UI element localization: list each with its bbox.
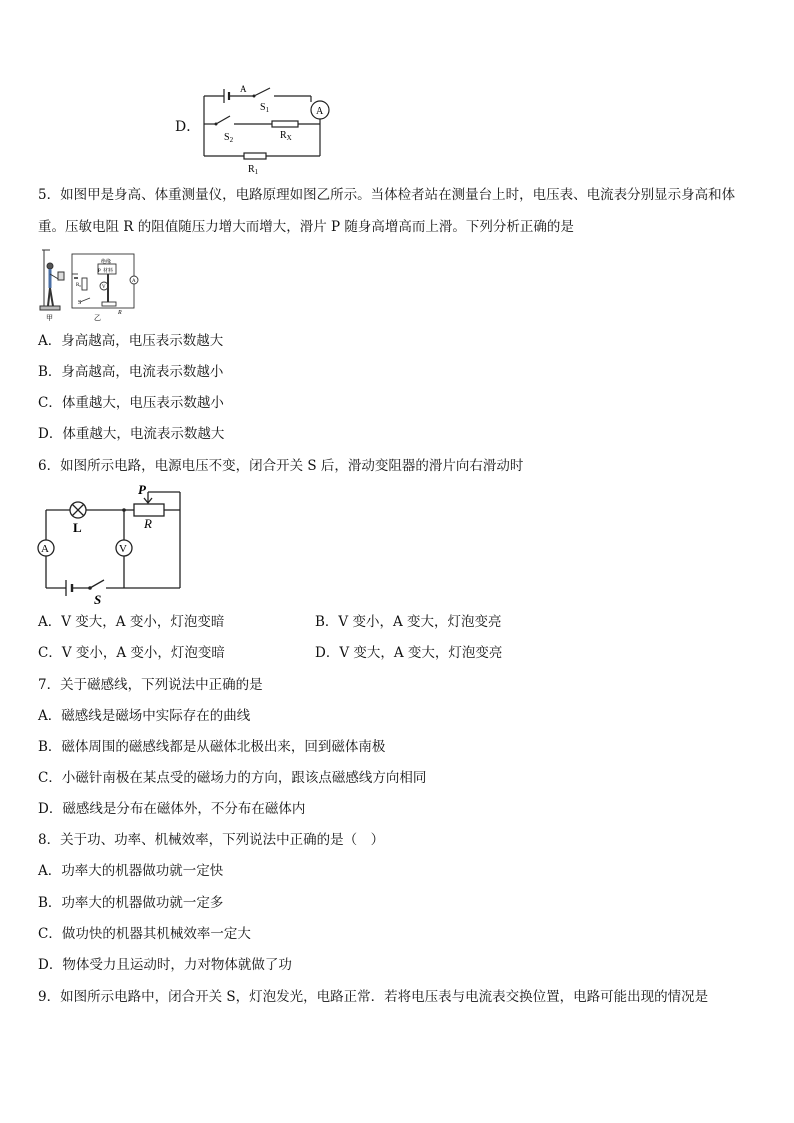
q5-option-b: B．身高越高，电流表示数越小 [38,364,224,380]
q5-label-v: V [102,285,106,290]
q5-label-r0: R₀ [76,283,82,288]
q8-option-d: D．物体受力且运动时，力对物体就做了功 [38,957,292,973]
q5-label-jia: 甲 [46,314,53,322]
q5-label-s: S [78,300,82,306]
q9-stem: 9．如图所示电路中，闭合开关 S，灯泡发光，电路正常．若将电压表与电流表交换位置，电路可能出现的情况是 [38,989,709,1005]
q6-label-l: L [73,520,82,535]
q5-label-r: R [118,310,122,316]
q4-label-a: A [240,84,247,94]
q4-label-r1: $R_1$ [248,164,259,176]
q6-stem: 6．如图所示电路，电源电压不变，闭合开关 S 后，滑动变阻器的滑片向右滑动时 [38,458,524,474]
q5-option-d: D．体重越大，电流表示数越大 [38,426,225,442]
q5-label-yi: 乙 [94,314,101,322]
q7-stem: 7．关于磁感线，下列说法中正确的是 [38,677,263,693]
q7-option-b: B．磁体周围的磁感线都是从磁体北极出来，回到磁体南极 [38,739,386,755]
q6-label-r: R [144,516,152,531]
q8-stem: 8．关于功、功率、机械效率，下列说法中正确的是（ ） [38,832,385,848]
q5-label-cailiao: 材料 [103,269,114,274]
q6-label-a: A [41,543,49,555]
q6-option-d: D．V 变大，A 变大，灯泡变亮 [315,645,503,661]
q8-option-a: A．功率大的机器做功就一定快 [38,863,224,879]
q7-option-c: C．小磁针南极在某点受的磁场力的方向，跟该点磁感线方向相同 [38,770,427,786]
q4-ammeter-label: A [316,106,324,117]
q5-stem-line1: 5．如图甲是身高、体重测量仪，电路原理如图乙所示。当体检者站在测量台上时，电压表、电流表分别显示身高和体 [38,187,736,203]
q6-option-b: B．V 变小，A 变大，灯泡变亮 [315,614,502,630]
q5-label-a: A [132,279,136,284]
q4-label-s1: $S_1$ [260,102,270,114]
q6-circuit-figure [34,484,184,606]
q6-option-c: C．V 变小，A 变小，灯泡变暗 [38,645,225,661]
q4-label-rx: $R_X$ [280,130,292,142]
q6-label-v: V [119,543,127,555]
q6-label-p: P [138,484,146,497]
q7-option-a: A．磁感线是磁场中实际存在的曲线 [38,708,251,724]
q5-figure [38,244,146,322]
q4-label-s2: $S_2$ [224,132,234,144]
q8-option-c: C．做功快的机器其机械效率一定大 [38,926,251,942]
q7-option-d: D．磁感线是分布在磁体外，不分布在磁体内 [38,801,306,817]
q8-option-b: B．功率大的机器做功就一定多 [38,895,224,911]
q6-option-a: A．V 变大，A 变小，灯泡变暗 [38,614,225,630]
q4-option-d-label: D． [175,119,201,135]
q5-option-a: A．身高越高，电压表示数越大 [38,333,224,349]
q5-stem-line2: 重。压敏电阻 R 的阻值随压力增大而增大，滑片 P 随身高增高而上滑。下列分析正确的是 [38,219,574,235]
q5-label-jueyuan: 绝缘 [101,260,112,265]
q5-label-p: P [98,269,101,274]
q6-label-s: S [94,592,102,606]
q4-option-d-circuit [198,80,336,176]
q5-option-c: C．体重越大，电压表示数越小 [38,395,224,411]
